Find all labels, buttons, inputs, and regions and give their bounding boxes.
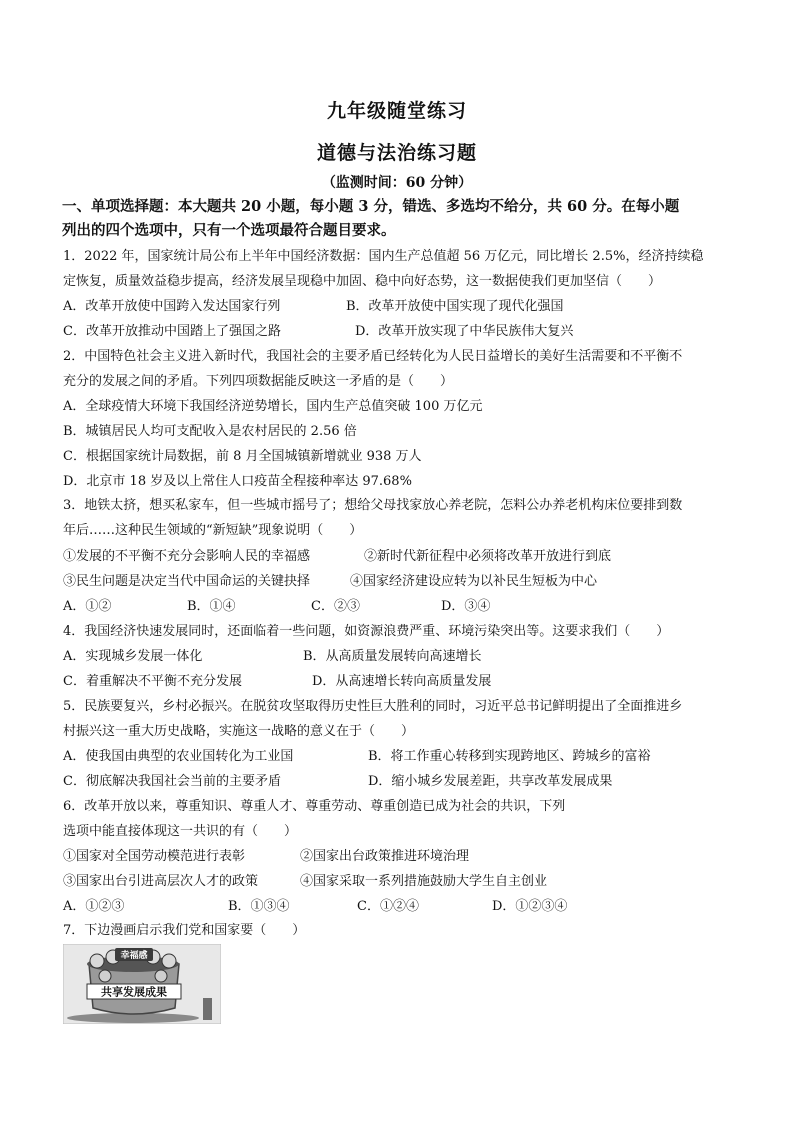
q4-option-d: D．从高速增长转向高质量发展 bbox=[312, 674, 492, 689]
q6-option-b: B．①③④ bbox=[228, 899, 290, 914]
q2-option-a: A．全球疫情大环境下我国经济逆势增长，国内生产总值突破 100 万亿元 bbox=[63, 399, 483, 414]
q3-option-a: A．①② bbox=[63, 599, 112, 614]
exam-duration: （监测时间：60 分钟） bbox=[321, 175, 473, 191]
q6-statement-1: ①国家对全国劳动模范进行表彰 bbox=[63, 849, 246, 864]
q6-statement-3: ③国家出台引进高层次人才的政策 bbox=[63, 874, 259, 889]
q5-stem-line-2: 村振兴这一重大历史战略，实施这一战略的意义在于（ ） bbox=[63, 724, 415, 739]
q6-option-a: A．①②③ bbox=[63, 899, 125, 914]
q1-option-b: B．改革开放使中国实现了现代化强国 bbox=[346, 299, 564, 314]
comic-banner-label: 共享发展成果 bbox=[101, 985, 167, 999]
q3-statement-4: ④国家经济建设应转为以补民生短板为中心 bbox=[350, 574, 598, 589]
q6-stem-line-2: 选项中能直接体现这一共识的有（ ） bbox=[63, 824, 298, 839]
q3-option-d: D．③④ bbox=[441, 599, 491, 614]
q2-option-d: D．北京市 18 岁及以上常住人口疫苗全程接种率达 97.68% bbox=[63, 474, 412, 489]
comic-top-label: 幸福感 bbox=[120, 951, 148, 961]
q6-option-c: C．①②④ bbox=[357, 899, 419, 914]
q1-option-a: A．改革开放使中国跨入发达国家行列 bbox=[63, 299, 281, 314]
q3-stem-line-1: 3．地铁太挤，想买私家车，但一些城市摇号了；想给父母找家放心养老院，怎料公办养老机构床位要排到数 bbox=[63, 498, 683, 513]
q1-option-c: C．改革开放推动中国踏上了强国之路 bbox=[63, 324, 281, 339]
section-instruction-line-1: 一、单项选择题：本大题共 20 小题，每小题 3 分，错选、多选均不给分，共 60 分。在每小题 bbox=[62, 198, 680, 215]
q2-stem-line-2: 充分的发展之间的矛盾。下列四项数据能反映这一矛盾的是（ ） bbox=[63, 374, 454, 389]
q3-option-c: C．②③ bbox=[311, 599, 360, 614]
exam-title: 九年级随堂练习 bbox=[326, 100, 467, 122]
q3-option-b: B．①④ bbox=[187, 599, 236, 614]
q5-option-d: D．缩小城乡发展差距，共享改革发展成果 bbox=[368, 774, 613, 789]
q2-option-c: C．根据国家统计局数据，前 8 月全国城镇新增就业 938 万人 bbox=[63, 449, 422, 464]
section-instruction-line-2: 列出的四个选项中，只有一个选项最符合题目要求。 bbox=[62, 222, 396, 239]
q4-option-b: B．从高质量发展转向高速增长 bbox=[303, 649, 482, 664]
q6-statement-4: ④国家采取一系列措施鼓励大学生自主创业 bbox=[300, 874, 548, 889]
q4-stem: 4．我国经济快速发展同时，还面临着一些问题，如资源浪费严重、环境污染突出等。这要求我们（ ） bbox=[63, 624, 670, 639]
q3-stem-line-2: 年后……这种民生领域的“新短缺”现象说明（ ） bbox=[63, 523, 363, 538]
q1-stem-line-1: 1．2022 年，国家统计局公布上半年中国经济数据：国内生产总值超 56 万亿元，同比增长 2.5%，经济持续稳 bbox=[63, 249, 704, 264]
q2-stem-line-1: 2．中国特色社会主义进入新时代，我国社会的主要矛盾已经转化为人民日益增长的美好生活需要和不平衡不 bbox=[63, 349, 683, 364]
q4-option-c: C．着重解决不平衡不充分发展 bbox=[63, 674, 242, 689]
q3-statement-1: ①发展的不平衡不充分会影响人民的幸福感 bbox=[63, 549, 311, 564]
cartoon-image bbox=[63, 944, 221, 1024]
q4-option-a: A．实现城乡发展一体化 bbox=[63, 649, 203, 664]
q7-stem: 7．下边漫画启示我们党和国家要（ ） bbox=[63, 923, 306, 938]
q1-option-d: D．改革开放实现了中华民族伟大复兴 bbox=[355, 324, 574, 339]
q6-option-d: D．①②③④ bbox=[492, 899, 568, 914]
q3-statement-3: ③民生问题是决定当代中国命运的关键抉择 bbox=[63, 574, 311, 589]
q6-stem-line-1: 6．改革开放以来，尊重知识、尊重人才、尊重劳动、尊重创造已成为社会的共识，下列 bbox=[63, 799, 566, 814]
q2-option-b: B．城镇居民人均可支配收入是农村居民的 2.56 倍 bbox=[63, 424, 357, 439]
q6-statement-2: ②国家出台政策推进环境治理 bbox=[300, 849, 470, 864]
exam-subtitle: 道德与法治练习题 bbox=[316, 142, 477, 164]
q5-option-a: A．使我国由典型的农业国转化为工业国 bbox=[63, 749, 294, 764]
q5-stem-line-1: 5．民族要复兴，乡村必振兴。在脱贫攻坚取得历史性巨大胜利的同时，习近平总书记鲜明提出了全面推进乡 bbox=[63, 699, 683, 714]
q1-stem-line-2: 定恢复，质量效益稳步提高，经济发展呈现稳中加固、稳中向好态势，这一数据使我们更加坚信（ ） bbox=[63, 274, 662, 289]
q5-option-c: C．彻底解决我国社会当前的主要矛盾 bbox=[63, 774, 281, 789]
q5-option-b: B．将工作重心转移到实现跨地区、跨城乡的富裕 bbox=[368, 749, 651, 764]
q3-statement-2: ②新时代新征程中必须将改革开放进行到底 bbox=[364, 549, 612, 564]
